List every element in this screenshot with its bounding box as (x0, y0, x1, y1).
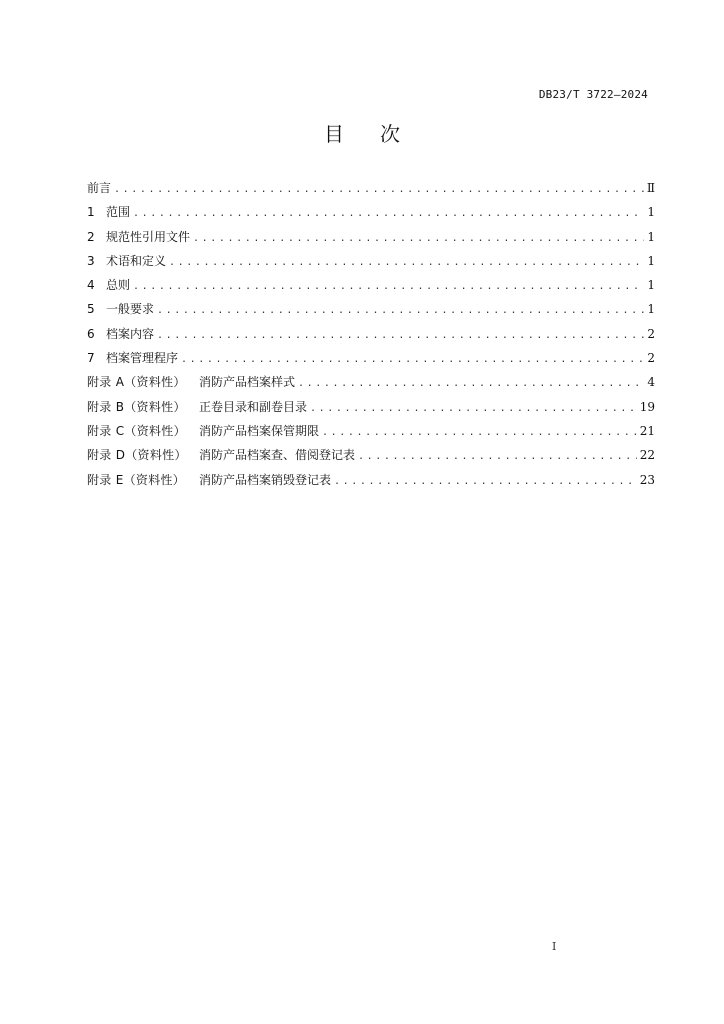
toc-appendix-prefix: 附录 E（资料性） (87, 472, 186, 487)
toc-page-number: 1 (647, 205, 655, 220)
toc-entry-title: 术语和定义 (106, 253, 167, 268)
table-of-contents (87, 180, 655, 496)
toc-page-number: 1 (647, 253, 655, 268)
toc-entry-label (87, 472, 331, 488)
toc-title: 目次 (324, 122, 436, 146)
toc-page-number: 23 (639, 472, 655, 487)
toc-entry-title: 消防产品档案保管期限 (199, 423, 320, 438)
toc-entry-label (87, 399, 307, 415)
toc-dot-leader (157, 303, 644, 319)
toc-page-number: 19 (639, 399, 655, 414)
toc-entry-label (87, 374, 295, 390)
toc-entry-appendix-b[interactable] (87, 399, 655, 423)
toc-page-number: 2 (647, 351, 655, 366)
toc-section-number: 4 (87, 278, 95, 293)
toc-entry-foreword[interactable] (87, 180, 655, 204)
toc-entry-appendix-d[interactable] (87, 447, 655, 471)
toc-entry-scope[interactable] (87, 204, 655, 228)
toc-entry-appendix-a[interactable] (87, 374, 655, 398)
toc-dot-leader (181, 352, 644, 368)
toc-page-number: 4 (647, 375, 655, 390)
toc-page-number: 1 (647, 229, 655, 244)
toc-entry-label (87, 301, 154, 317)
toc-entry-title: 消防产品档案样式 (199, 375, 296, 390)
toc-entry-general[interactable] (87, 277, 655, 301)
toc-entry-label (87, 253, 166, 269)
toc-entry-label (87, 423, 319, 439)
footer-page-number: Ⅰ (552, 940, 557, 953)
toc-entry-title: 档案管理程序 (106, 351, 179, 366)
toc-entry-label (87, 326, 154, 342)
toc-entry-label (87, 447, 355, 463)
toc-section-number: 1 (87, 205, 95, 220)
toc-page-number: 22 (639, 448, 655, 463)
toc-dot-leader (133, 279, 644, 295)
toc-dot-leader (310, 401, 637, 417)
toc-appendix-prefix: 附录 A（资料性） (87, 375, 186, 390)
toc-page-number: 1 (647, 302, 655, 317)
toc-entry-title: 档案内容 (106, 326, 155, 341)
toc-appendix-prefix: 附录 C（资料性） (87, 423, 186, 438)
toc-section-number: 7 (87, 351, 95, 366)
toc-entry-terms[interactable] (87, 253, 655, 277)
toc-page-number: Ⅱ (646, 181, 655, 195)
toc-entry-label (87, 204, 130, 220)
toc-section-number: 2 (87, 229, 95, 244)
toc-page-number: 1 (647, 278, 655, 293)
toc-entry-appendix-c[interactable] (87, 423, 655, 447)
toc-entry-label (87, 229, 190, 245)
toc-dot-leader (322, 425, 637, 441)
toc-appendix-prefix: 附录 D（资料性） (87, 448, 187, 463)
toc-entry-archive-content[interactable] (87, 326, 655, 350)
toc-entry-title: 总则 (106, 278, 131, 293)
toc-page-number: 2 (647, 326, 655, 341)
toc-entry-title: 一般要求 (106, 302, 155, 317)
toc-section-number: 5 (87, 302, 95, 317)
toc-entry-label: 前言 (87, 181, 112, 195)
toc-entry-label (87, 350, 178, 366)
toc-section-number: 3 (87, 253, 95, 268)
toc-appendix-prefix: 附录 B（资料性） (87, 399, 186, 414)
toc-dot-leader (114, 182, 644, 198)
toc-entry-label (87, 277, 130, 293)
document-code: DB23/T 3722—2024 (538, 88, 648, 101)
toc-dot-leader (298, 376, 644, 392)
toc-entry-appendix-e[interactable] (87, 472, 655, 496)
toc-section-number: 6 (87, 326, 95, 341)
toc-dot-leader (169, 255, 644, 271)
toc-entry-title: 消防产品档案查、借阅登记表 (199, 448, 356, 463)
toc-dot-leader (133, 206, 644, 222)
toc-entry-normative-references[interactable] (87, 229, 655, 253)
toc-entry-title: 规范性引用文件 (106, 229, 191, 244)
toc-dot-leader (157, 328, 644, 344)
toc-dot-leader (193, 231, 644, 247)
toc-dot-leader (334, 474, 637, 490)
toc-entry-title: 正卷目录和副卷目录 (199, 399, 308, 414)
toc-dot-leader (358, 449, 637, 465)
toc-entry-requirements[interactable] (87, 301, 655, 325)
toc-entry-title: 范围 (106, 205, 131, 220)
toc-page-number: 21 (639, 423, 655, 438)
toc-entry-archive-procedure[interactable] (87, 350, 655, 374)
toc-entry-title: 消防产品档案销毁登记表 (199, 472, 332, 487)
